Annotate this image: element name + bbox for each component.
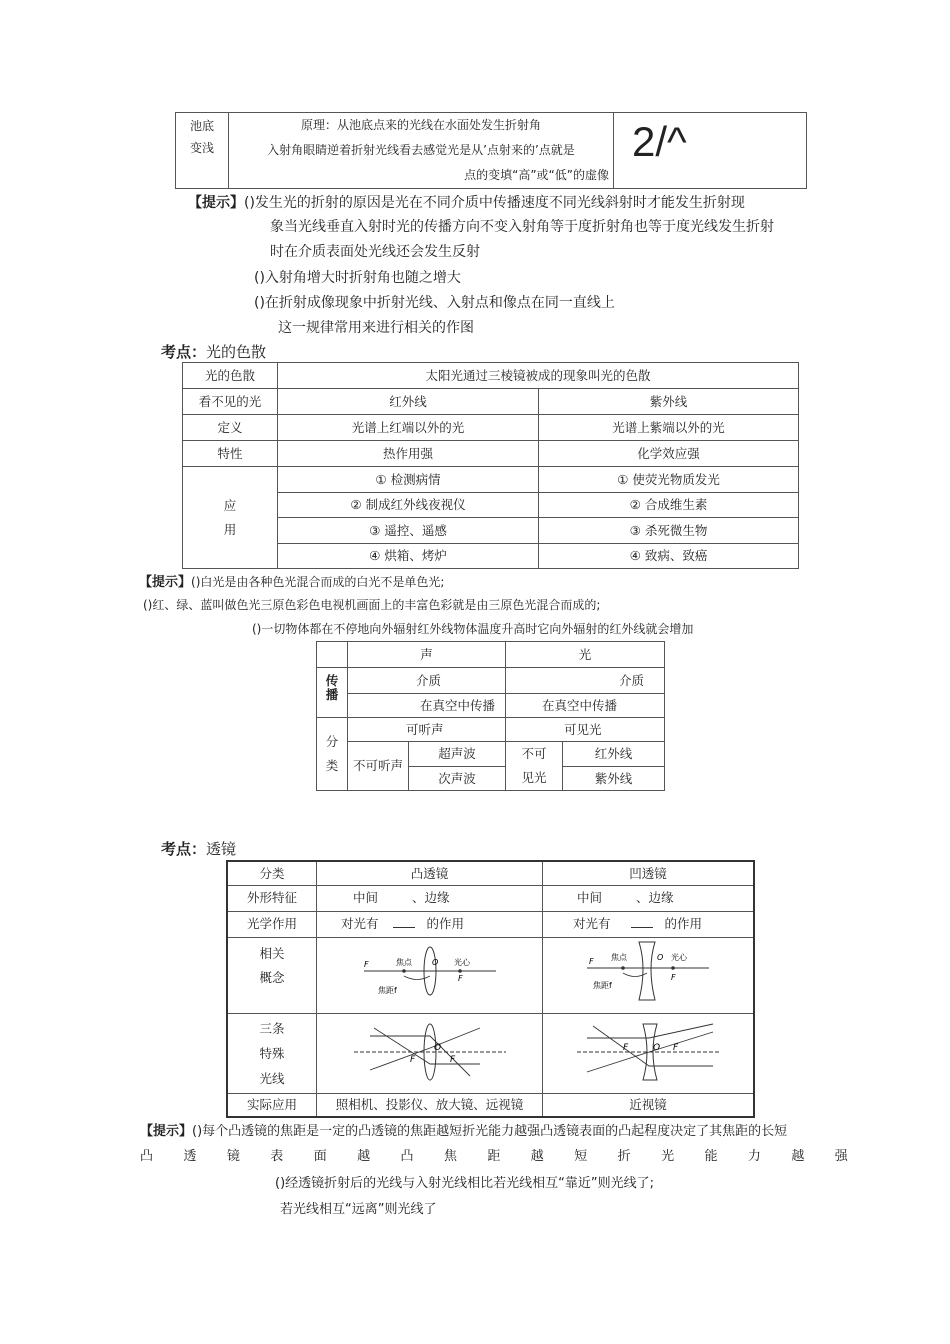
tip-line: 时在介质表面处光线还会发生反射	[270, 244, 480, 260]
cell: 在真空中传播	[506, 694, 665, 718]
svg-text:F: F	[623, 1042, 629, 1053]
cell: ④ 致病、致癌	[539, 544, 799, 569]
cell: 中间 、边缘	[317, 885, 543, 911]
cell: 光的色散	[183, 363, 278, 389]
cell: ② 制成红外线夜视仪	[278, 493, 539, 518]
cell: ③ 杀死微生物	[539, 518, 799, 544]
cell: 在真空中传播	[348, 694, 506, 718]
svg-text:F: F	[363, 959, 369, 969]
tip-line: ()经透镜折射后的光线与入射光线相比若光线相互“靠近”则光线了;	[275, 1176, 654, 1191]
svg-text:O: O	[433, 1042, 441, 1053]
cell: 凸透镜	[317, 861, 543, 885]
concave-rays-diagram	[573, 1020, 723, 1082]
prop-label: 传 播	[317, 668, 348, 718]
svg-text:光心: 光心	[453, 957, 470, 967]
cell: 对光有 的作用	[543, 911, 755, 937]
concave-concept-figure	[543, 937, 755, 1013]
cell: 可见光	[506, 718, 665, 742]
svg-text:O: O	[431, 957, 438, 967]
lens-table	[226, 860, 755, 1118]
cell: 看不见的光	[183, 389, 278, 415]
convex-rays-diagram	[350, 1020, 510, 1082]
cell: 对光有 的作用	[317, 911, 543, 937]
tip-line: 象当光线垂直入射时光的传播方向不变入射角等于度折射角也等于度光线发生折射	[270, 219, 774, 235]
cell: 不可听声	[348, 742, 409, 791]
cell: 光谱上红端以外的光	[278, 415, 539, 441]
svg-text:O: O	[657, 952, 664, 962]
pool-principle: 原理：从池底点来的光线在水面处发生折射角 入射角眼睛逆着折射光线看去感觉光是从’点射来的’点就是 点的变填“高”或“低”的虚像	[229, 113, 614, 189]
cell: 可听声	[348, 718, 506, 742]
cell: 光	[506, 642, 665, 668]
cell: 实际应用	[227, 1093, 317, 1117]
tip-dispersion: 【提示】()白光是由各种色光混合而成的白光不是单色光;	[139, 575, 445, 590]
tip-line: 这一规律常用来进行相关的作图	[278, 320, 474, 336]
svg-text:焦点: 焦点	[611, 952, 627, 962]
svg-text:F: F	[589, 956, 594, 966]
cls-label: 分 类	[317, 718, 348, 791]
section-heading-dispersion: 考点：光的色散	[161, 343, 267, 361]
tip-line: ()一切物体都在不停地向外辐射红外线物体温度升高时它向外辐射的红外线就会增加	[252, 622, 694, 636]
tip-line: 若光线相互“远离”则光线了	[280, 1202, 437, 1217]
cell: 特性	[183, 441, 278, 467]
tip-line: ()入射角增大时折射角也随之增大	[254, 270, 461, 286]
cell: 介质	[348, 668, 506, 694]
cell: ② 合成维生素	[539, 493, 799, 518]
concave-rays-figure	[543, 1013, 755, 1093]
three-rays-label: 三条 特殊 光线	[227, 1013, 317, 1093]
cell: ① 检测病情	[278, 467, 539, 493]
svg-text:O: O	[653, 1042, 661, 1053]
cell: 中间 、边缘	[543, 885, 755, 911]
cell: 声	[348, 642, 506, 668]
svg-text:F: F	[409, 1054, 415, 1065]
svg-text:F: F	[449, 1054, 455, 1065]
convex-rays-figure	[317, 1013, 543, 1093]
svg-text:F: F	[457, 973, 463, 983]
svg-text:光心: 光心	[671, 952, 687, 962]
tip-line: ()在折射成像现象中折射光线、入射点和像点在同一直线上	[254, 295, 615, 311]
svg-text:焦距f: 焦距f	[593, 980, 612, 990]
cell: 红外线	[278, 389, 539, 415]
pool-symbol: 2/^	[614, 113, 807, 189]
tip-line: ()红、绿、蓝叫做色光三原色彩色电视机画面上的丰富色彩就是由三原色光混合而成的;	[143, 598, 601, 612]
cell: 热作用强	[278, 441, 539, 467]
cell: 近视镜	[543, 1093, 755, 1117]
cell: 外形特征	[227, 885, 317, 911]
cell: 太阳光通过三棱镜被成的现象叫光的色散	[278, 363, 799, 389]
svg-text:焦距f: 焦距f	[377, 985, 397, 995]
cell: 照相机、投影仪、放大镜、远视镜	[317, 1093, 543, 1117]
cell: ③ 遥控、遥感	[278, 518, 539, 544]
tip-lens: 【提示】()每个凸透镜的焦距是一定的凸透镜的焦距越短折光能力越强凸透镜表面的凸起程度决定了其焦距的长短	[140, 1124, 788, 1139]
concave-lens-diagram	[583, 940, 713, 1006]
tip-line-justified: 凸 透 镜 表 面 越 凸 焦 距 越 短 折 光 能 力 越 强	[140, 1149, 848, 1164]
cell: ④ 烘箱、烤炉	[278, 544, 539, 569]
dispersion-table	[182, 362, 799, 569]
tip-refraction: 【提示】()发生光的折射的原因是光在不同介质中传播速度不同光线斜射时才能发生折射现	[188, 195, 745, 211]
cell: ① 使荧光物质发光	[539, 467, 799, 493]
cell: 超声波	[409, 742, 506, 767]
section-heading-lens: 考点：透镜	[161, 840, 237, 858]
convex-lens-diagram	[360, 943, 500, 1003]
cell: 光学作用	[227, 911, 317, 937]
concept-label: 相关 概念	[227, 937, 317, 1013]
cell: 定义	[183, 415, 278, 441]
cell: 紫外线	[563, 766, 665, 791]
cell: 化学效应强	[539, 441, 799, 467]
tip-label: 【提示】	[188, 195, 244, 211]
app-label: 应 用	[183, 467, 278, 569]
cell: 分类	[227, 861, 317, 885]
cell: 紫外线	[539, 389, 799, 415]
svg-text:F: F	[671, 972, 676, 982]
svg-text:焦点: 焦点	[395, 957, 412, 967]
sound-light-table	[316, 641, 665, 791]
pool-label: 池底 变浅	[176, 113, 229, 189]
convex-concept-figure	[317, 937, 543, 1013]
cell: 不可 见光	[506, 742, 563, 791]
svg-text:F: F	[673, 1042, 679, 1053]
cell: 介质	[506, 668, 665, 694]
cell: 红外线	[563, 742, 665, 767]
pool-table	[175, 112, 807, 189]
cell: 凹透镜	[543, 861, 755, 885]
cell: 次声波	[409, 766, 506, 791]
cell: 光谱上紫端以外的光	[539, 415, 799, 441]
